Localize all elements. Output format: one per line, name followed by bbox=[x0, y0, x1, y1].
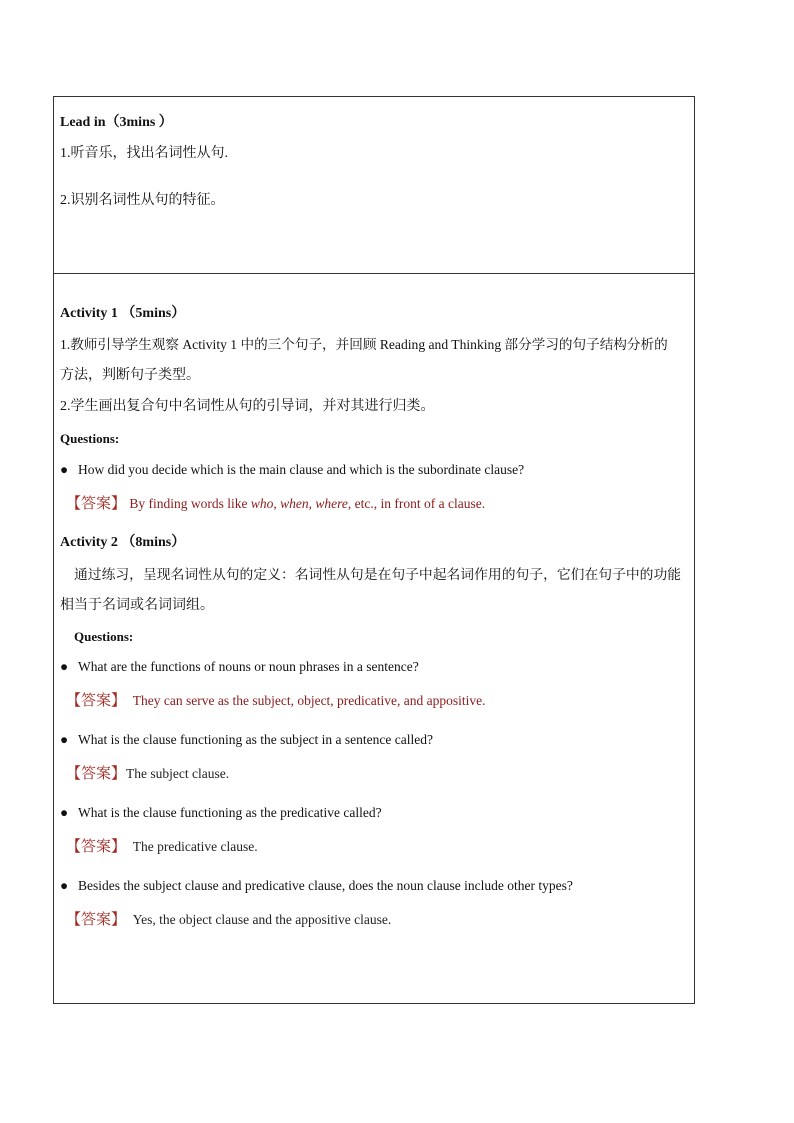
activity-2-question-2 bbox=[60, 731, 433, 749]
answer-text: The predicative clause. bbox=[132, 839, 258, 854]
answer-tag: 【答案】 bbox=[66, 839, 127, 855]
bullet-icon: ● bbox=[60, 462, 69, 477]
question-text: How did you decide which is the main clause and which is the subordinate clause? bbox=[78, 462, 525, 477]
answer-text-part-2: , etc., in front of a clause. bbox=[347, 496, 486, 511]
activity-2-answer-2 bbox=[66, 765, 229, 783]
lead-in-heading: Lead in（3mins ） bbox=[60, 115, 173, 130]
answer-tag: 【答案】 bbox=[66, 496, 127, 512]
bullet-icon: ● bbox=[60, 805, 69, 820]
answer-separator: , bbox=[273, 496, 281, 511]
activity-1-step-1-line-1: 1.教师引导学生观察 Activity 1 中的三个句子，并回顾 Reading and Thinking 部分学习的句子结构分析的 bbox=[60, 337, 668, 352]
activity-1-questions-label: Questions: bbox=[60, 431, 120, 446]
question-text: What is the clause functioning as the predicative called? bbox=[78, 805, 382, 820]
answer-separator: , bbox=[308, 496, 316, 511]
lead-in-step-2: 2.识别名词性从句的特征。 bbox=[60, 193, 225, 208]
activity-2-question-3 bbox=[60, 804, 382, 822]
activity-2-intro-line-1: 通过练习，呈现名词性从句的定义：名词性从句是在句子中起名词作用的句子，它们在句子中的功能 bbox=[74, 567, 682, 582]
answer-tag: 【答案】 bbox=[66, 693, 127, 709]
question-text: Besides the subject clause and predicative clause, does the noun clause include other types? bbox=[78, 878, 573, 893]
activity-2-question-1 bbox=[60, 658, 419, 676]
bullet-icon: ● bbox=[60, 659, 69, 674]
activity-2-answer-1 bbox=[66, 692, 486, 710]
answer-word-when: when bbox=[280, 496, 309, 511]
activity-1-heading: Activity 1 （5mins） bbox=[60, 306, 186, 321]
answer-text: They can serve as the subject, object, predicative, and appositive. bbox=[132, 693, 486, 708]
answer-text: Yes, the object clause and the appositive clause. bbox=[132, 912, 392, 927]
answer-text-part-1: By finding words like bbox=[129, 496, 251, 511]
activity-2-question-4 bbox=[60, 877, 573, 895]
activity-2-answer-4 bbox=[66, 911, 391, 929]
activity-1-question-1 bbox=[60, 461, 524, 479]
question-text: What is the clause functioning as the subject in a sentence called? bbox=[78, 732, 433, 747]
activity-2-questions-label: Questions: bbox=[74, 629, 134, 644]
activity-2-intro-line-2: 相当于名词或名词词组。 bbox=[60, 598, 214, 613]
answer-word-where: where bbox=[315, 496, 348, 511]
answer-text: The subject clause. bbox=[126, 766, 230, 781]
question-text: What are the functions of nouns or noun phrases in a sentence? bbox=[78, 659, 419, 674]
row-divider bbox=[53, 273, 695, 274]
bullet-icon: ● bbox=[60, 732, 69, 747]
answer-tag: 【答案】 bbox=[66, 766, 127, 782]
activity-1-step-1-line-2: 方法，判断句子类型。 bbox=[60, 368, 200, 383]
activity-1-step-2: 2.学生画出复合句中名词性从句的引导词，并对其进行归类。 bbox=[60, 399, 435, 414]
answer-word-who: who bbox=[250, 496, 274, 511]
activity-1-answer-1 bbox=[66, 495, 485, 513]
activity-2-answer-3 bbox=[66, 838, 258, 856]
answer-tag: 【答案】 bbox=[66, 912, 127, 928]
activity-2-heading: Activity 2 （8mins） bbox=[60, 535, 186, 550]
lead-in-step-1: 1.听音乐，找出名词性从句. bbox=[60, 146, 228, 161]
bullet-icon: ● bbox=[60, 878, 69, 893]
